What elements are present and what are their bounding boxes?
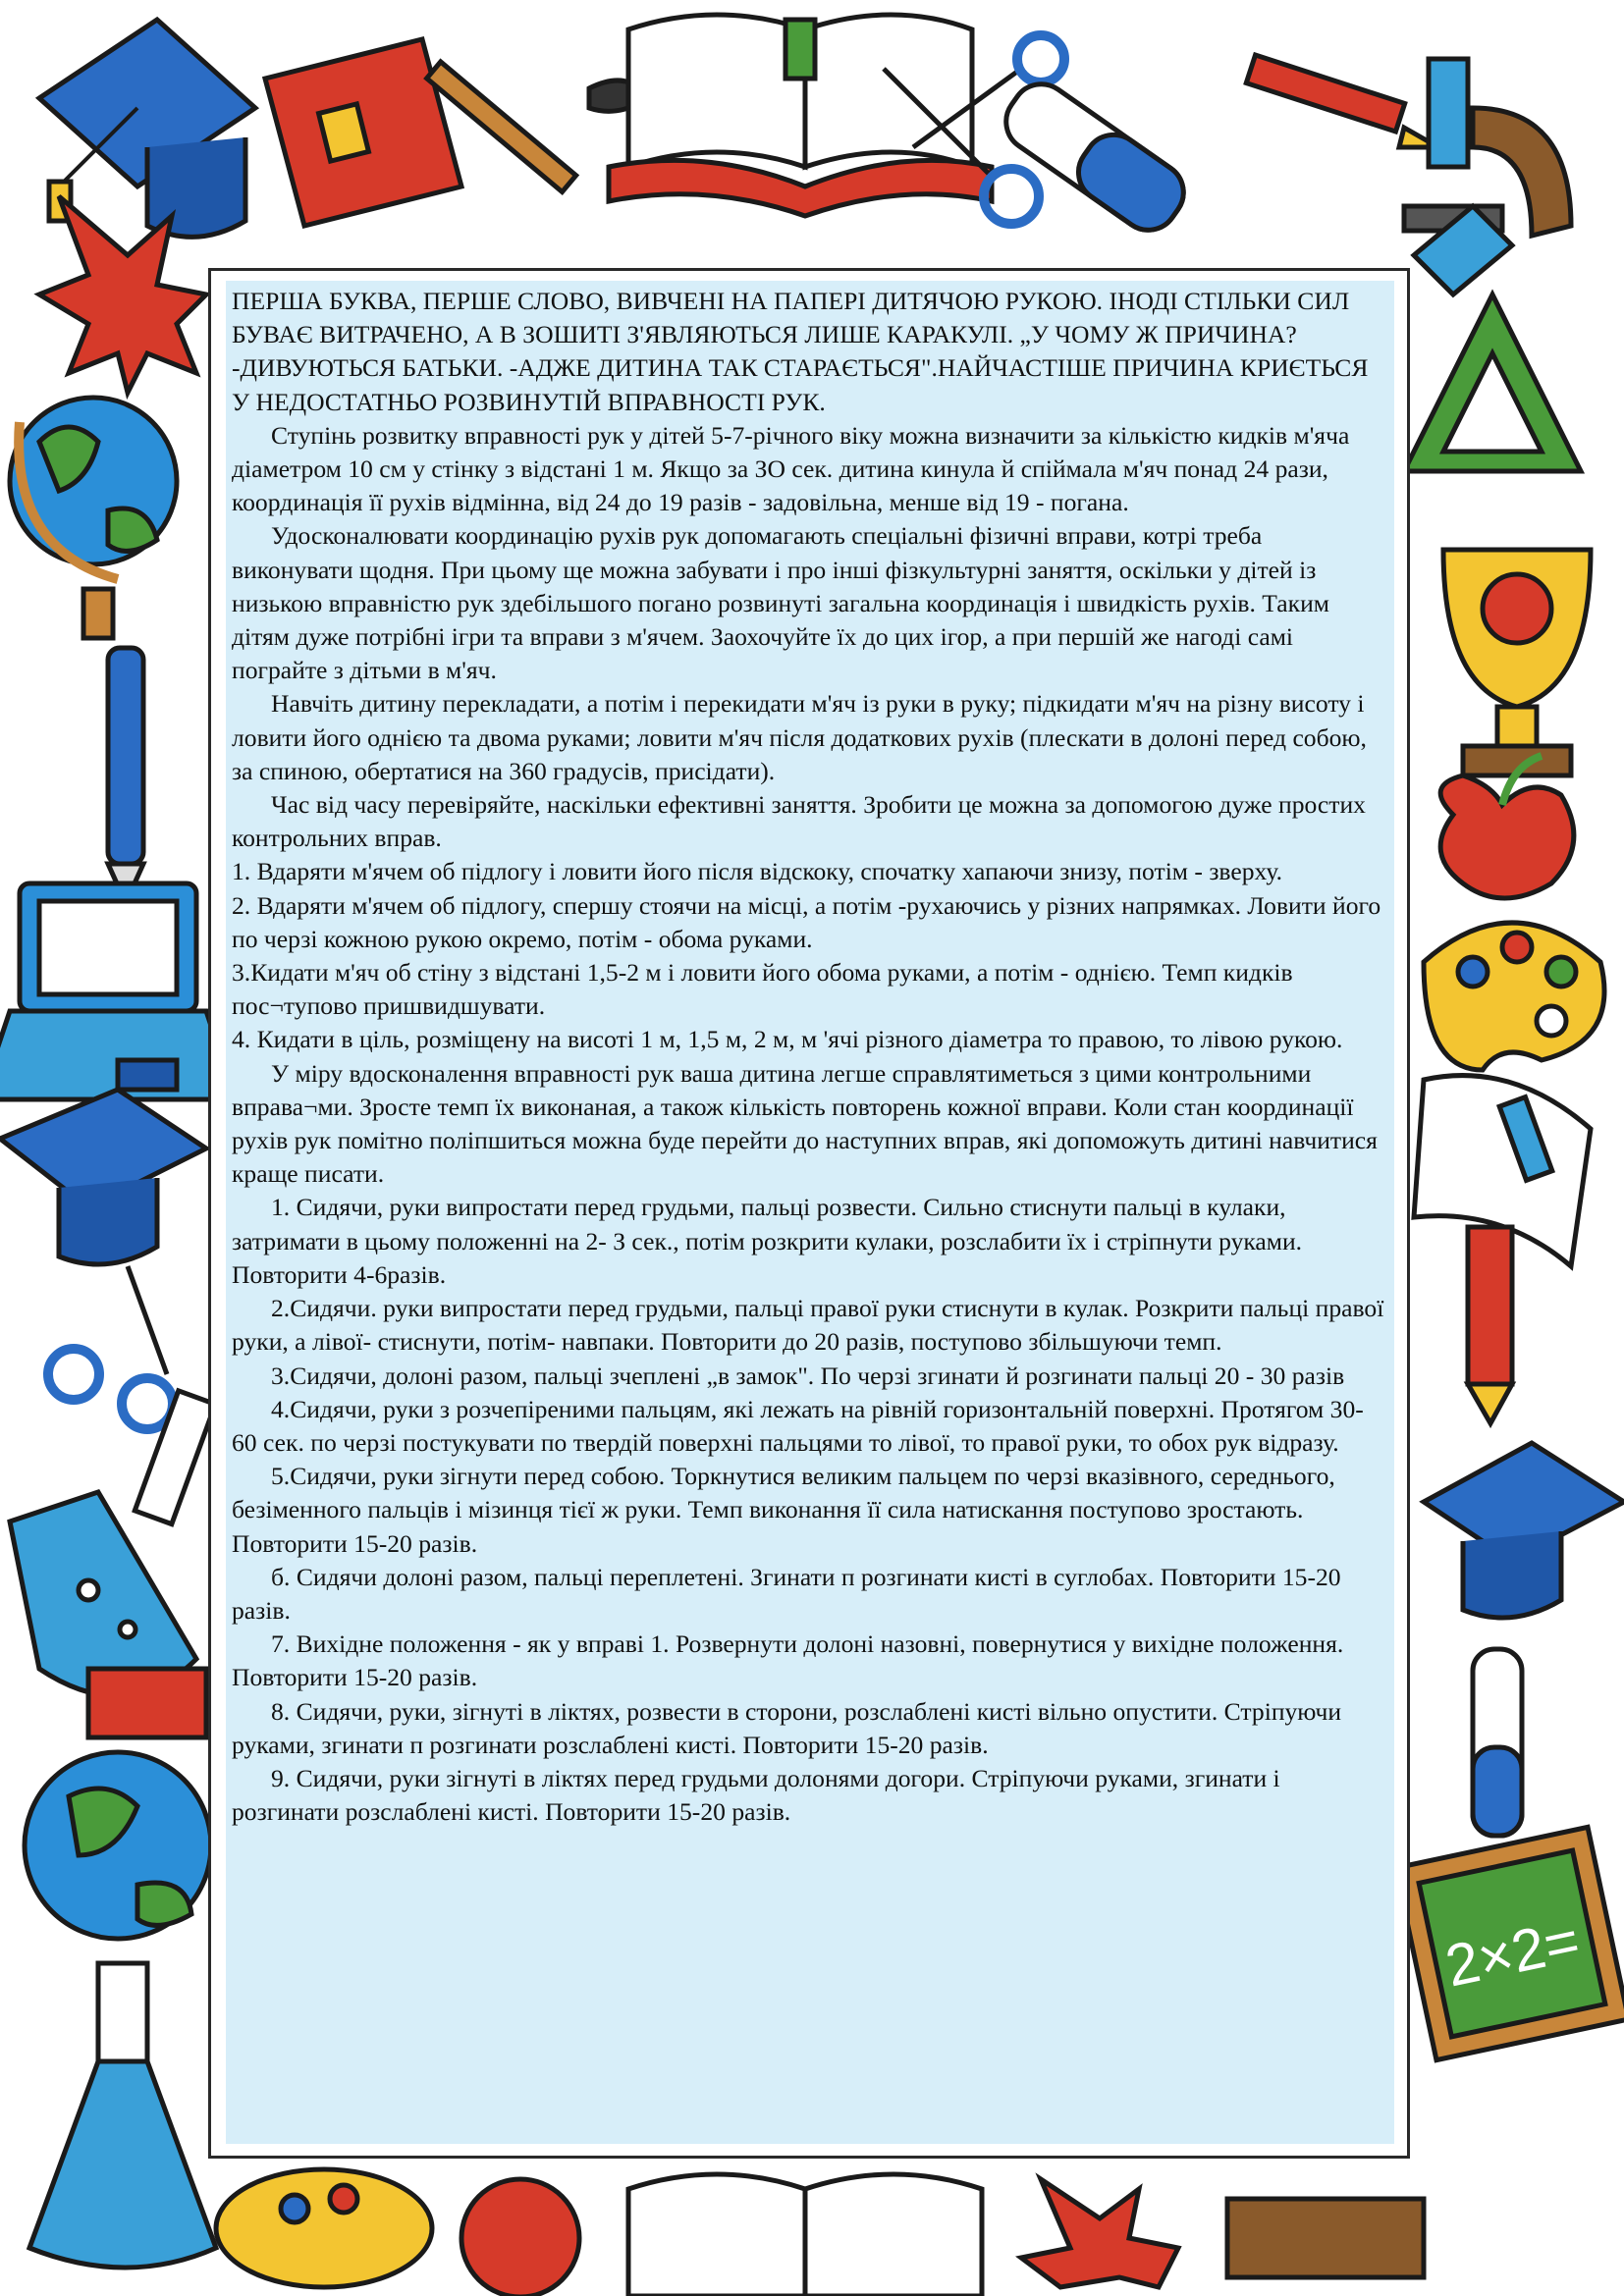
pen-icon — [108, 648, 143, 903]
exercise: 4.Сидячи, руки з розчепіреними пальцям, які лежать на рівній горизонтальній поверхні. Протягом 30-60 сек. по черзі постукувати по твердій поверхні пальцями то лівої, то правої руки, то обох рук відразу. — [232, 1394, 1364, 1457]
paragraph: У міру вдосконалення вправності рук ваша дитина легше справлятиметься з цими контрольними вправа¬ми. Зросте темп їх виконаная, а також кількість повторень кожної вправи. Коли стан координації рухів рук помітно поліпшиться можна буде перейти до наступних вправ, які допоможуть дитині навчитися краще писати. — [232, 1058, 1378, 1189]
article-body — [226, 281, 1394, 2144]
exercise: 9. Сидячи, руки зігнуті в ліктях перед грудьми долонями догори. Стріпуючи руками, згинати і розгинати розслаблені кисті. Повторити 15-20 разів. — [232, 1763, 1280, 1827]
graduation-cap-icon — [0, 1090, 206, 1264]
red-book-icon — [265, 39, 461, 226]
exercise: 7. Вихідне положення - як у вправі 1. Розвернути долоні назовні, повернутися у вихідне положення. Повторити 15-20 разів. — [232, 1629, 1344, 1692]
pencil-icon — [1468, 1227, 1512, 1423]
flask-icon — [10, 1391, 215, 1696]
set-square-icon — [1404, 206, 1581, 471]
exercise: 1. Сидячи, руки випростати перед грудьми, пальці розвести. Сильно стиснути пальці в кулаки, затримати в цьому положенні на 2- З сек., потім розкрити кулаки, розслабити їх і стріпнути руками. Повторити 4-6разів. — [232, 1193, 1303, 1289]
paragraph: Навчіть дитину перекладати, а потім і перекидати м'яч із руки в руку; підкидати м'яч на різну висоту і ловити його однією та двома руками; ловити м'яч після додаткових рухів (плескати в долоні перед собою, за спиною, обертатися на 360 градусів, присідати). — [232, 689, 1367, 785]
exercise: 8. Сидячи, руки, зігнуті в ліктях, розвести в сторони, розслаблені кисті вільно опустити. Стріпуючи руками, згинати п розгинати розслаблені кисті. Повторити 15-20 разів. — [232, 1696, 1342, 1759]
paint-palette-icon — [216, 2169, 432, 2287]
pencil-icon — [1246, 55, 1438, 147]
exercise: 3.Сидячи, долоні разом, пальці зчеплені „в замок". По черзі згинати й розгинати пальці 20 - 30 разів — [271, 1361, 1345, 1390]
control-exercise: 1. Вдаряти м'ячем об підлогу і ловити його після відскоку, спочатку хапаючи знизу, потім - зверху. — [232, 857, 1282, 886]
svg-text:2×2=: 2×2= — [1439, 1906, 1586, 2000]
paragraph: Ступінь розвитку вправності рук у дітей 5-7-річного віку можна визначити за кількістю кидків м'яча діаметром 10 см у стінку з відстані 1 м. Якщо за ЗО сек. дитина кинула й спіймала м'яч понад 24 рази, координація її рухів відмінна, від 24 до 19 разів - задовільна, менше від 19 - погана. — [232, 420, 1350, 517]
flask-icon — [29, 1963, 216, 2268]
exercise: 2.Сидячи. руки випростати перед грудьми, пальці правої руки стиснути в кулак. Розкрити пальці правої руки, а лівої- стиснути, потім- навпаки. Повторити до 20 разів, поступово збільшуючи темп. — [232, 1294, 1384, 1357]
control-exercise: 4. Кидати в ціль, розміщену на висоті 1 м, 1,5 м, 2 м, м 'ячі різного діаметра то правою, то лівою рукою. — [232, 1025, 1343, 1054]
open-book-icon — [609, 15, 992, 216]
paint-palette-icon — [1424, 923, 1604, 1070]
red-book-icon — [1227, 2199, 1424, 2277]
trophy-icon — [1443, 550, 1591, 775]
maple-leaf-icon — [1021, 2179, 1178, 2287]
red-book-icon — [88, 1669, 206, 1737]
apple-icon — [461, 2179, 579, 2296]
laptop-icon — [0, 883, 236, 1099]
microscope-icon — [1404, 59, 1571, 236]
control-exercise: 3.Кидати м'яч об стіну з відстані 1,5-2 м і ловити його обома руками, а потім - однією. Темп кидків пос¬тупово пришвидшувати. — [232, 958, 1293, 1021]
control-exercise: 2. Вдаряти м'ячем об підлогу, спершу стоячи на місці, а потім -рухаючись у різних напрямках. Ловити його по черзі кожною рукою окремо, потім - обома руками. — [232, 890, 1381, 953]
chalkboard-icon — [1395, 1827, 1624, 2059]
headline: ПЕРША БУКВА, ПЕРШЕ СЛОВО, ВИВЧЕНІ НА ПАПЕРІ ДИТЯЧОЮ РУКОЮ. ІНОДІ СТІЛЬКИ СИЛ БУВАЄ ВИТРАЧЕНО, А В ЗОШИТІ З'ЯВЛЯЮТЬСЯ ЛИШЕ КАРАКУЛІ. „У ЧОМУ Ж ПРИЧИНА? -ДИВУЮТЬСЯ БАТЬКИ. -АДЖЕ ДИТИНА ТАК СТАРАЄТЬСЯ".НАЙЧАСТІШЕ ПРИЧИНА КРИЄТЬСЯ У НЕДОСТАТНЬО РОЗВИНУТІЙ ВПРАВНОСТІ РУК. — [232, 287, 1369, 416]
globe-icon — [10, 398, 177, 638]
paragraph: Удосконалювати координацію рухів рук допомагають спеціальні фізичні вправи, котрі треба виконувати щодня. При цьому ще можна забувати і про інші фізкультурні заняття, оскільки у дітей із низькою вправністю рук здебільшого погано розвинуті загальна координація і швидкість рухів. Таким дітям дуже потрібні ігри та вправи з м'ячем. Заохочуйте їх до цих ігор, а при першій же нагоді самі пограйте з дітьми в м'яч. — [232, 521, 1329, 685]
scissors-icon — [48, 1266, 173, 1429]
exercise: 5.Сидячи, руки зігнути перед собою. Торкнутися великим пальцем по черзі вказівного, середнього, безіменного пальців і мізинця тієї ж руки. Темп виконання її сила натискання поступово зростають. Повторити 15-20 разів. — [232, 1462, 1335, 1558]
globe-icon — [25, 1752, 211, 1939]
graduation-cap-icon — [1424, 1443, 1624, 1618]
open-book-icon — [628, 2174, 982, 2296]
test-tube-icon — [1473, 1649, 1522, 1836]
exercise: б. Сидячи долоні разом, пальці переплетені. Згинати п розгинати кисті в суглобах. Повторити 15-20 разів. — [232, 1562, 1341, 1625]
paragraph: Час від часу перевіряйте, наскільки ефективні заняття. Зробити це можна за допомогою дуже простих контрольних вправ. — [232, 790, 1366, 853]
